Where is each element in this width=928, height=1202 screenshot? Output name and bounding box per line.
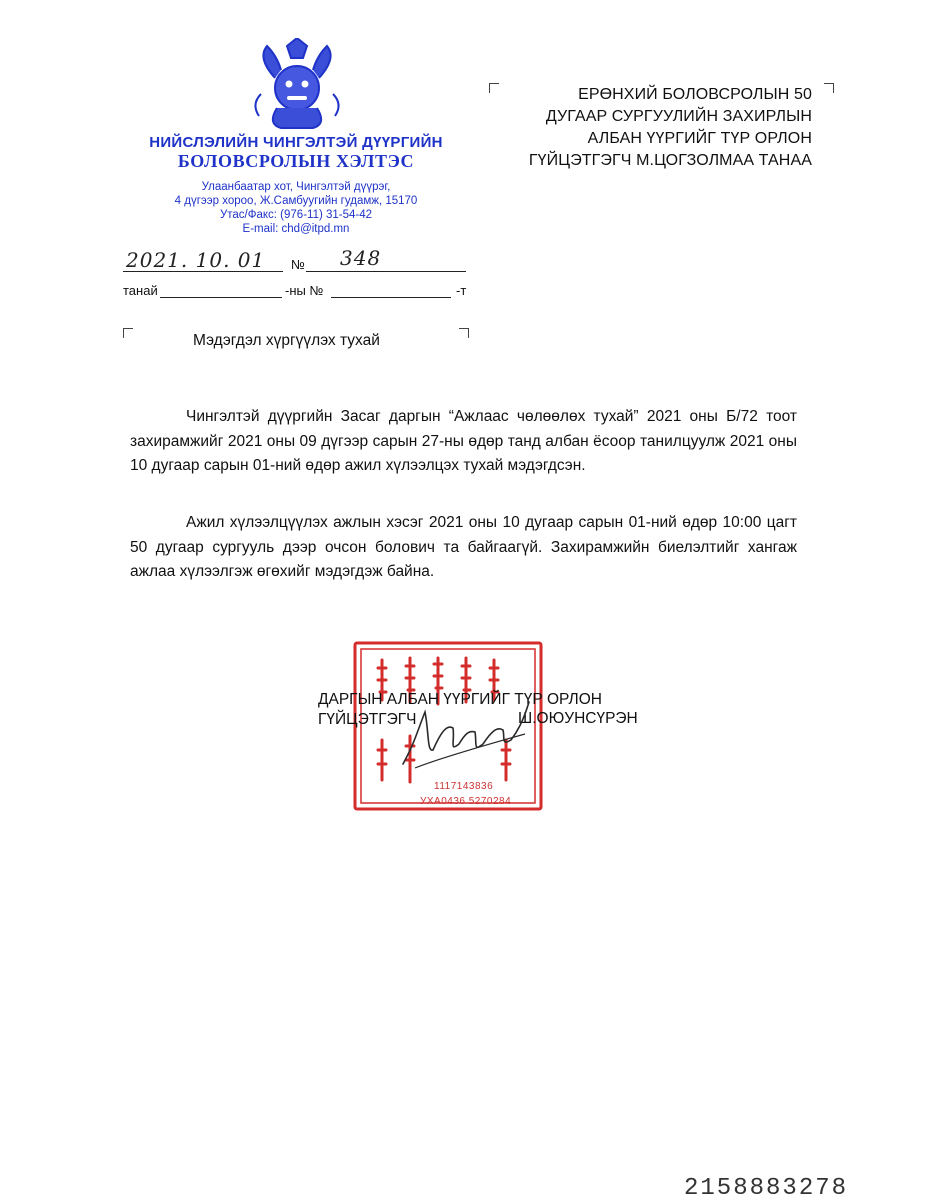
body-paragraph-1: Чингэлтэй дүүргийн Засаг даргын “Ажлаас чөлөөлөх тухай” 2021 оны Б/72 тоот захирамжийг 2021 оны 09 дүгээр сарын 27-ны өдөр танд албан ёсоор танилцуулж 2021 оны 10 дугаар сарын 01-ний өдөр ажил хүлээлцэх тухай мэдэгдсэн. <box>130 408 797 474</box>
email: E-mail: chd@itpd.mn <box>242 223 350 235</box>
tanai-underline <box>160 297 282 298</box>
subject-corner-right <box>459 328 469 338</box>
recipient-line2: ДУГААР СУРГУУЛИЙН ЗАХИРЛЫН <box>545 108 812 125</box>
organization-name-line1: НИЙСЛЭЛИЙН ЧИНГЭЛТЭЙ ДҮҮРГИЙН <box>149 134 443 151</box>
tanai-label: танай <box>123 283 158 298</box>
recipient-corner-right <box>824 83 834 93</box>
date-underline <box>123 271 283 272</box>
number-label: № <box>291 257 305 272</box>
address-line2: 4 дүгээр хороо, Ж.Самбуугийн гудамж, 15170 <box>174 195 418 207</box>
signatory-name: Ш.ОЮУНСҮРЭН <box>518 710 638 727</box>
handwritten-date: 2021. 10. 01 <box>126 248 266 272</box>
t-label: -т <box>456 283 467 298</box>
ny-number-label: -ны № <box>285 283 324 298</box>
subject-title: Мэдэгдэл хүргүүлэх тухай <box>193 332 380 349</box>
handwritten-number: 348 <box>340 246 382 270</box>
signatory-title-line1: ДАРГЫН АЛБАН ҮҮРГИЙГ ТҮР ОРЛОН <box>318 691 602 708</box>
soyombo-emblem-icon <box>247 38 347 130</box>
signatory-title-line2: ГҮЙЦЭТГЭГЧ <box>318 711 417 728</box>
stamp-code-2: УХА0436 5270284 <box>420 796 512 807</box>
recipient-line1: ЕРӨНХИЙ БОЛОВСРОЛЫН 50 <box>578 86 812 103</box>
document-serial-number: 2158883278 <box>684 1175 849 1202</box>
body-paragraph-2: Ажил хүлээлцүүлэх ажлын хэсэг 2021 оны 10 дугаар сарын 01-ний өдөр 10:00 цагт 50 дугаар сургууль дээр очсон болович та байгаагүй. Захирамжийн биелэлтийг хангаж ажлаа хүлээлгэж өгөхийг мэдэгдэж байна. <box>130 514 797 580</box>
handwritten-signature <box>395 672 535 782</box>
number-underline <box>306 271 466 272</box>
recipient-line3: АЛБАН ҮҮРГИЙГ ТҮР ОРЛОН <box>587 130 812 147</box>
stamp-code-1: 1117143836 <box>434 781 494 792</box>
subject-corner-left <box>123 328 133 338</box>
recipient-line4: ГҮЙЦЭТГЭГЧ М.ЦОГЗОЛМАА ТАНАА <box>528 152 812 169</box>
address-line1: Улаанбаатар хот, Чингэлтэй дүүрэг, <box>201 181 391 193</box>
organization-name-line2: БОЛОВСРОЛЫН ХЭЛТЭС <box>177 151 415 171</box>
ny-number-underline <box>331 297 451 298</box>
phone-fax: Утас/Факс: (976-11) 31-54-42 <box>219 209 373 221</box>
